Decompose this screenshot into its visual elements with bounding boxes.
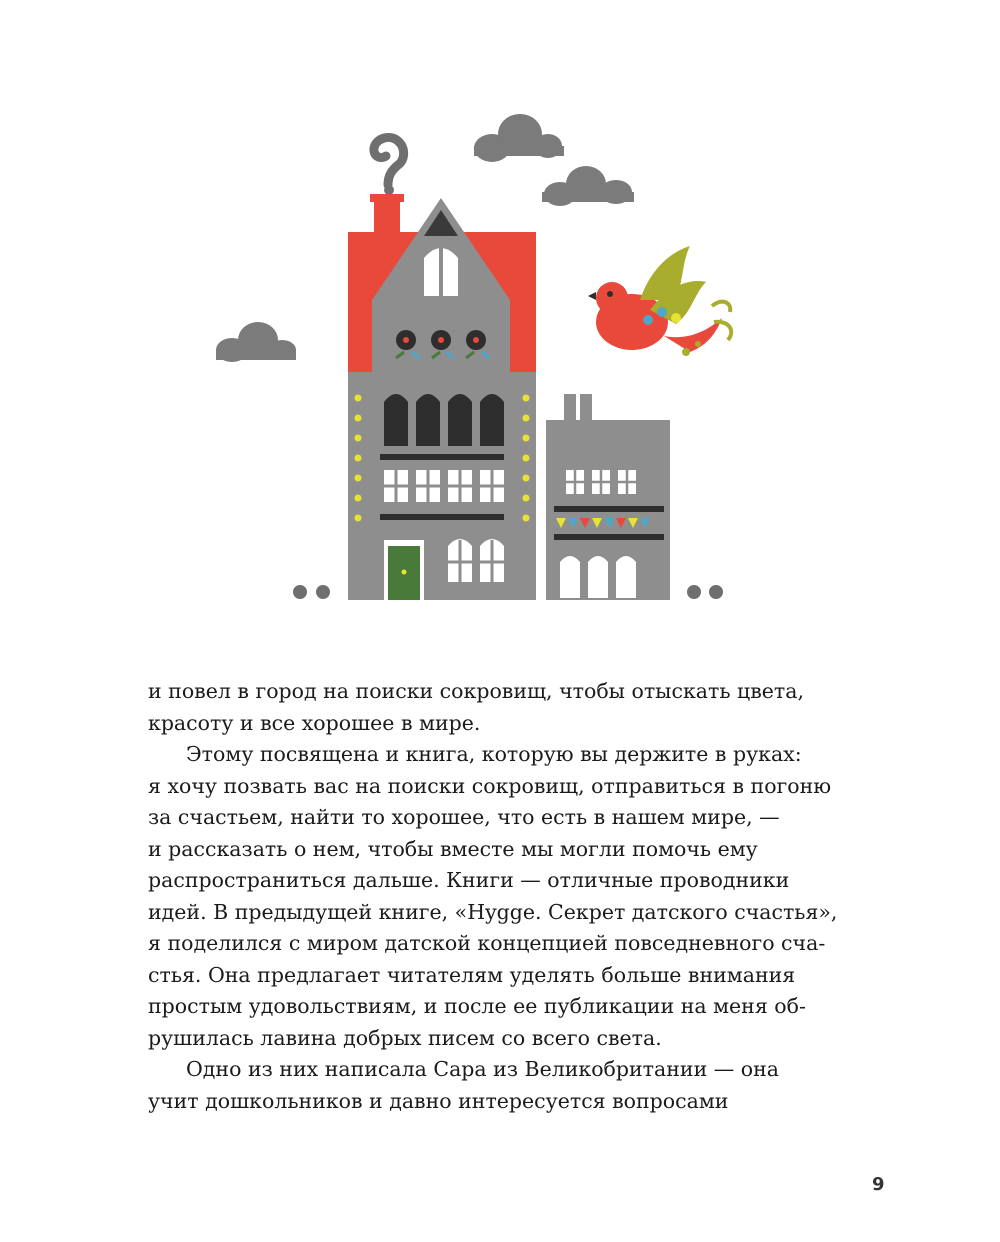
text-line: красоту и все хорошее в мире. <box>148 710 481 735</box>
text-line: идей. В предыдущей книге, «Hygge. Секрет датского счастья», <box>148 899 838 924</box>
text-line: и повел в город на поиски сокровищ, чтобы отыскать цвета, <box>148 679 804 703</box>
house-illustration <box>0 0 1000 620</box>
text-line: простым удовольствиям, и после ее публикации на меня об- <box>148 994 806 1018</box>
text-line: за счастьем, найти то хорошее, что есть в нашем мире, — <box>148 805 780 829</box>
text-line: и рассказать о нем, чтобы вместе мы могли помочь ему <box>148 836 758 861</box>
text-line: я хочу позвать вас на поиски сокровищ, отправиться в погоню <box>148 773 832 798</box>
cloud-icon <box>216 322 296 362</box>
page-number: 9 <box>872 1174 885 1195</box>
cloud-icon <box>542 166 634 206</box>
body-text <box>148 676 848 1117</box>
bird-illustration <box>588 246 731 356</box>
cloud-icon <box>474 114 564 162</box>
text-line: учит дошкольников и давно интересуется вопросами <box>148 1088 729 1113</box>
smoke-swirl-icon <box>374 137 404 185</box>
text-line: Этому посвящена и книга, которую вы держите в руках: <box>186 742 802 766</box>
text-line: я поделился с миром датской концепцией повседневного сча- <box>148 931 826 955</box>
text-line: рушилась лавина добрых писем со всего света. <box>148 1025 662 1050</box>
text-line: Одно из них написала Сара из Великобритании — она <box>186 1057 779 1081</box>
text-line: стья. Она предлагает читателям уделять больше внимания <box>148 962 796 987</box>
text-line: распространиться дальше. Книги — отличные проводники <box>148 868 790 892</box>
